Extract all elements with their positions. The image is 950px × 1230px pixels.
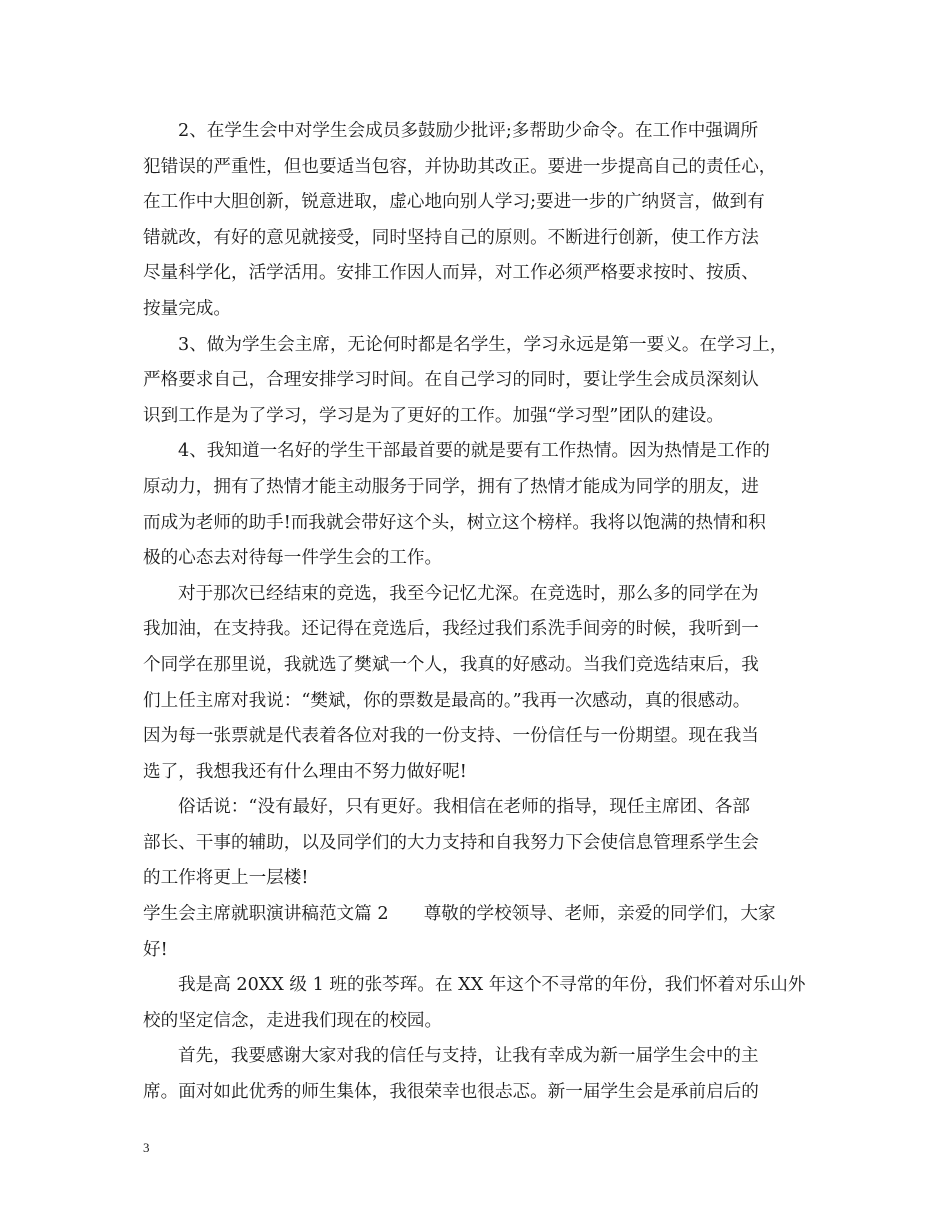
text-line: 严格要求自己，合理安排学习时间。在自己学习的同时，要让学生会成员深刻认 (143, 370, 759, 391)
text-line: 们上任主席对我说：“樊斌，你的票数是最高的。”我再一次感动，真的很感动。 (143, 690, 751, 711)
document-body (143, 114, 823, 1111)
text-line: 我是高 20XX 级 1 班的张芩珲。在 XX 年这个不寻常的年份，我们怀着对乐山外 (178, 975, 806, 996)
text-line: 因为每一张票就是代表着各位对我的一份支持、一份信任与一份期望。现在我当 (143, 726, 759, 747)
text-line: 选了，我想我还有什么理由不努力做好呢! (143, 761, 467, 782)
text-line: 原动力，拥有了热情才能主动服务于同学，拥有了热情才能成为同学的朋友，进 (143, 476, 759, 497)
text-line: 在工作中大胆创新，锐意进取，虚心地向别人学习;要进一步的广纳贤言，做到有 (143, 192, 765, 213)
text-line: 而成为老师的助手!而我就会带好这个头，树立这个榜样。我将以饱满的热情和积 (143, 512, 766, 533)
text-line: 我加油，在支持我。还记得在竞选后，我经过我们系洗手间旁的时候，我听到一 (143, 619, 759, 640)
text-line: 学生会主席就职演讲稿范文篇 2 尊敬的学校领导、老师，亲爱的同学们，大家 (143, 904, 776, 925)
text-line: 2、在学生会中对学生会成员多鼓励少批评;多帮助少命令。在工作中强调所 (178, 121, 759, 141)
text-line: 俗话说：“没有最好，只有更好。我相信在老师的指导，现任主席团、各部 (178, 797, 750, 818)
text-line: 3、做为学生会主席，无论何时都是名学生，学习永远是第一要义。在学习上， (178, 334, 788, 355)
text-line: 尽量科学化，活学活用。安排工作因人而异，对工作必须严格要求按时、按质、 (143, 263, 759, 284)
text-line: 对于那次已经结束的竞选，我至今记忆尤深。在竞选时，那么多的同学在为 (178, 583, 759, 604)
text-line: 极的心态去对待每一件学生会的工作。 (143, 548, 443, 569)
text-line: 席。面对如此优秀的师生集体，我很荣幸也很忐忑。新一届学生会是承前启后的 (143, 1082, 759, 1103)
text-line: 的工作将更上一层楼! (143, 868, 309, 889)
text-line: 4、我知道一名好的学生干部最首要的就是要有工作热情。因为热情是工作的 (178, 441, 770, 462)
text-line: 错就改，有好的意见就接受，同时坚持自己的原则。不断进行创新，使工作方法 (143, 227, 759, 248)
text-line: 校的坚定信念，走进我们现在的校园。 (143, 1010, 443, 1031)
page-number: 3 (143, 1140, 150, 1155)
text-line: 犯错误的严重性，但也要适当包容，并协助其改正。要进一步提高自己的责任心， (143, 156, 777, 177)
text-line: 个同学在那里说，我就选了樊斌一个人，我真的好感动。当我们竞选结束后，我 (143, 654, 759, 675)
text-line: 按量完成。 (143, 298, 231, 319)
text-line: 好! (143, 939, 168, 960)
text-line: 识到工作是为了学习，学习是为了更好的工作。加强“学习型”团队的建设。 (143, 405, 724, 426)
text-line: 部长、干事的辅助，以及同学们的大力支持和自我努力下会使信息管理系学生会 (143, 832, 759, 853)
text-line: 首先，我要感谢大家对我的信任与支持，让我有幸成为新一届学生会中的主 (178, 1046, 759, 1067)
